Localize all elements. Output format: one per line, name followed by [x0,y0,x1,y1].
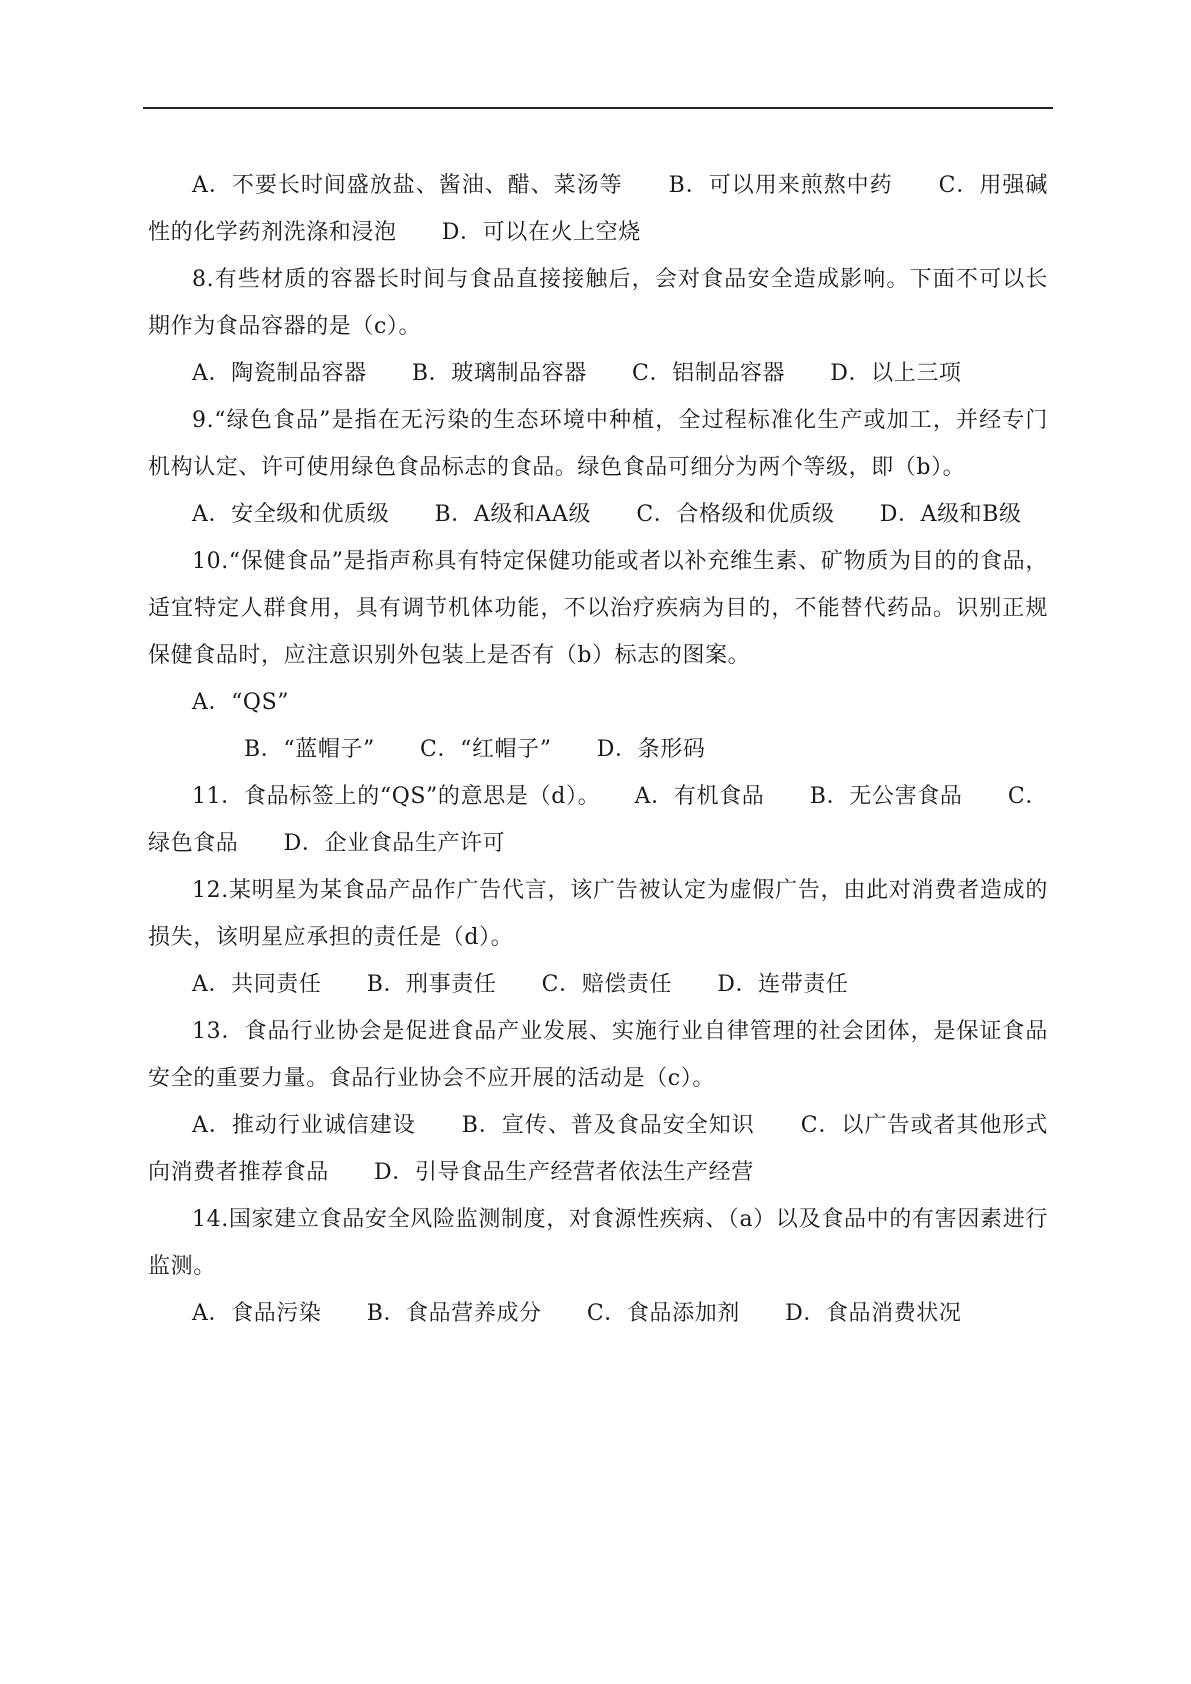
q12-question: 12.某明星为某食品产品作广告代言，该广告被认定为虚假广告，由此对消费者造成的损失，该明星应承担的责任是（d）。 [148,878,1048,950]
q14-question: 14.国家建立食品安全风险监测制度，对食源性疾病、（a）以及食品中的有害因素进行监测。 [148,1207,1048,1279]
q7-options: A．不要长时间盛放盐、酱油、醋、菜汤等 B．可以用来煎熬中药 C．用强碱性的化学药剂洗涤和浸泡 D．可以在火上空烧 [148,173,1048,245]
q14-options: A．食品污染 B．食品营养成分 C．食品添加剂 D．食品消费状况 [192,1301,962,1326]
q13-question: 13．食品行业协会是促进食品产业发展、实施行业自律管理的社会团体，是保证食品安全的重要力量。食品行业协会不应开展的活动是（c）。 [148,1019,1048,1091]
q8-options: A．陶瓷制品容器 B．玻璃制品容器 C．铝制品容器 D．以上三项 [192,361,962,386]
q13-options: A．推动行业诚信建设 B．宣传、普及食品安全知识 C．以广告或者其他形式向消费者推荐食品 D．引导食品生产经营者依法生产经营 [148,1113,1048,1185]
q8-question: 8.有些材质的容器长时间与食品直接接触后，会对食品安全造成影响。下面不可以长期作为食品容器的是（c）。 [148,267,1048,339]
q10-options-bcd: B．“蓝帽子” C．“红帽子” D．条形码 [244,737,706,762]
q10-question: 10.“保健食品”是指声称具有特定保健功能或者以补充维生素、矿物质为目的的食品，适宜特定人群食用，具有调节机体功能，不以治疗疾病为目的，不能替代药品。识别正规保健食品时，应注意识别外包装上是否有（b）标志的图案。 [148,549,1048,668]
q10-option-a: A．“QS” [192,690,290,715]
q11-question-options: 11．食品标签上的“QS”的意思是（d）。 A．有机食品 B．无公害食品 C．绿色食品 D．企业食品生产许可 [148,784,1048,856]
q9-question: 9.“绿色食品”是指在无污染的生态环境中种植，全过程标准化生产或加工，并经专门机构认定、许可使用绿色食品标志的食品。绿色食品可细分为两个等级，即（b）。 [148,408,1048,480]
header-rule [143,107,1053,109]
document-body [148,162,1048,1337]
q12-options: A．共同责任 B．刑事责任 C．赔偿责任 D．连带责任 [192,972,849,997]
q9-options: A．安全级和优质级 B．A级和AA级 C．合格级和优质级 D．A级和B级 [192,502,1022,527]
